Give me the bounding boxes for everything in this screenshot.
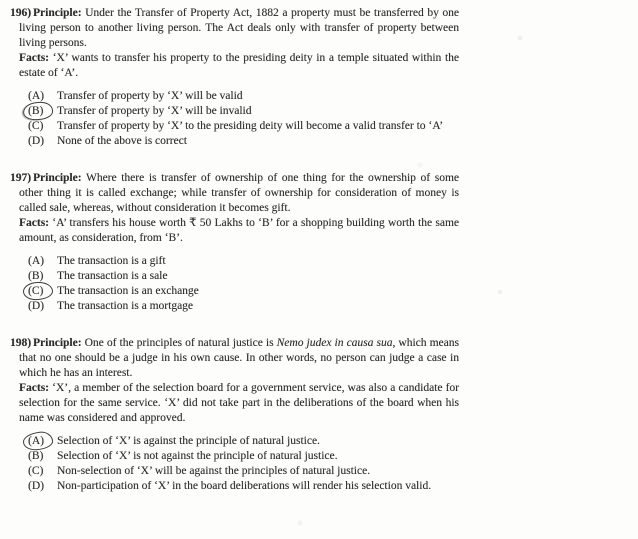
option-letter-d	[28, 479, 57, 494]
question-number: 196)	[10, 7, 32, 19]
latin-maxim: Nemo judex in causa sua	[276, 337, 393, 349]
question-number: 197)	[10, 172, 32, 184]
facts-label: Facts:	[19, 52, 50, 64]
option-letter-a	[28, 434, 57, 449]
option-row-c	[28, 119, 459, 134]
option-text: None of the above is correct	[57, 135, 187, 147]
principle-label: Principle:	[33, 172, 82, 184]
facts-paragraph	[19, 216, 459, 246]
facts-label: Facts:	[19, 217, 50, 229]
option-letter-b	[28, 269, 57, 284]
option-letter-c	[28, 284, 57, 299]
option-letter-d	[28, 299, 57, 314]
option-letter-text: (A)	[28, 255, 44, 267]
question-198	[0, 336, 459, 494]
option-letter-text: (D)	[28, 135, 44, 147]
option-row-c	[28, 464, 459, 479]
option-letter-b	[28, 449, 57, 464]
options-list	[19, 89, 459, 149]
option-row-c	[28, 284, 459, 299]
option-letter-text: (C)	[28, 465, 44, 477]
option-text: Non-selection of ‘X’ will be against the principles of natural justice.	[57, 465, 371, 477]
option-letter-text: (C)	[28, 285, 44, 297]
principle-text: Under the Transfer of Property Act, 1882 a property must be transferred by one living person to another living person. The Act deals only with transfer of property between living persons.	[19, 7, 459, 49]
option-letter-c	[28, 464, 57, 479]
options-list	[19, 434, 459, 494]
option-text: Transfer of property by ‘X’ will be valid	[57, 90, 243, 102]
facts-paragraph	[19, 51, 459, 81]
option-letter-text: (A)	[28, 435, 44, 447]
facts-text: ‘X’ wants to transfer his property to the presiding deity in a temple situated within the estate of ‘A’.	[19, 52, 459, 79]
option-letter-c	[28, 119, 57, 134]
option-row-d	[28, 299, 459, 314]
principle-text: Where there is transfer of ownership of one thing for the ownership of some other thing it is called exchange; while transfer of ownership for consideration of money is called sale, whereas, without consideration it becomes gift.	[19, 172, 459, 214]
option-letter-text: (B)	[28, 105, 44, 117]
principle-text-pre: One of the principles of natural justice is	[81, 337, 277, 349]
principle-text-post: , which means that no one should be a judge in his own cause. In other words, no person can judge a case in which he has an interest.	[19, 337, 459, 379]
principle-paragraph	[19, 336, 459, 381]
option-text: Transfer of property by ‘X’ to the presiding deity will become a valid transfer to ‘A’	[57, 120, 444, 132]
option-text: The transaction is an exchange	[57, 285, 199, 297]
option-letter-text: (B)	[28, 270, 44, 282]
option-text: Transfer of property by ‘X’ will be invalid	[57, 105, 252, 117]
principle-paragraph	[19, 6, 459, 51]
option-letter-a	[28, 89, 57, 104]
option-row-b	[28, 449, 459, 464]
facts-text: ‘X’, a member of the selection board for a government service, was also a candidate for selection for the same service. ‘X’ did not take part in the deliberations of the board when his name was considered and approved.	[19, 382, 459, 424]
option-letter-a	[28, 254, 57, 269]
option-letter-text: (A)	[28, 90, 44, 102]
option-letter-text: (B)	[28, 450, 44, 462]
question-196	[0, 6, 459, 149]
principle-paragraph	[19, 171, 459, 216]
option-letter-text: (D)	[28, 300, 44, 312]
option-text: Selection of ‘X’ is against the principle of natural justice.	[57, 435, 320, 447]
question-number: 198)	[10, 337, 32, 349]
option-text: Selection of ‘X’ is not against the principle of natural justice.	[57, 450, 338, 462]
facts-label: Facts:	[19, 382, 50, 394]
option-text: The transaction is a gift	[57, 255, 166, 267]
option-row-a	[28, 89, 459, 104]
facts-paragraph	[19, 381, 459, 426]
option-letter-text: (D)	[28, 480, 44, 492]
option-row-d	[28, 134, 459, 149]
principle-label: Principle:	[33, 7, 82, 19]
option-letter-text: (C)	[28, 120, 44, 132]
option-row-a	[28, 254, 459, 269]
option-row-a	[28, 434, 459, 449]
options-list	[19, 254, 459, 314]
option-letter-b	[28, 104, 57, 119]
facts-text: ‘A’ transfers his house worth ₹ 50 Lakhs to ‘B’ for a shopping building worth the same amount, as consideration, from ‘B’.	[19, 217, 459, 244]
option-text: Non-participation of ‘X’ in the board deliberations will render his selection valid.	[57, 480, 432, 492]
option-row-b	[28, 269, 459, 284]
option-text: The transaction is a sale	[57, 270, 168, 282]
principle-label: Principle:	[33, 337, 82, 349]
option-row-d	[28, 479, 459, 494]
option-row-b	[28, 104, 459, 119]
option-letter-d	[28, 134, 57, 149]
option-text: The transaction is a mortgage	[57, 300, 194, 312]
question-197	[0, 171, 459, 314]
